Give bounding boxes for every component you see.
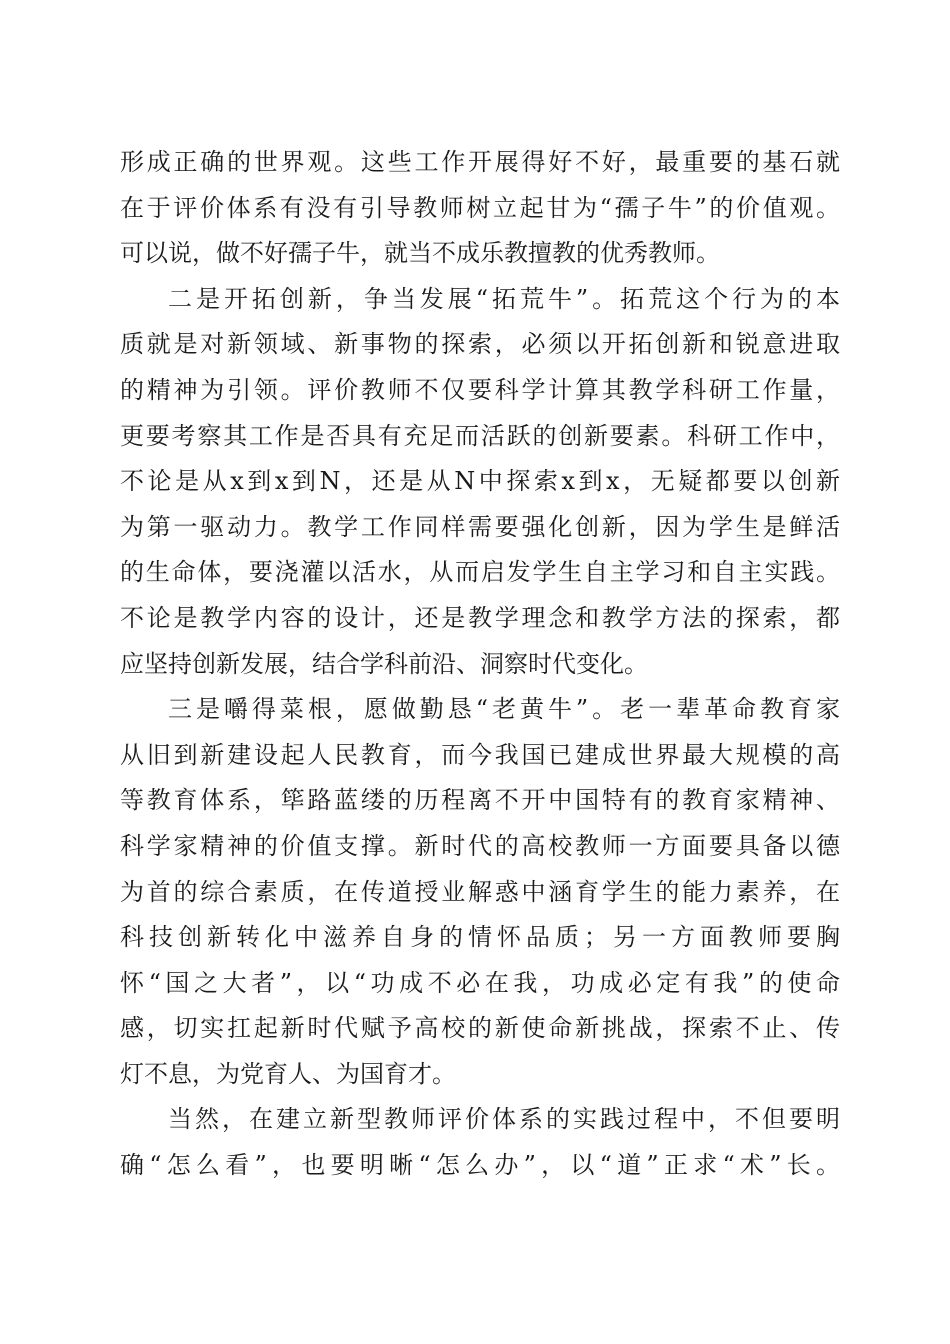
paragraph-2 [120,277,840,687]
text-line: 不论是从x到x到N，还是从N中探索x到x，无疑都要以创新 [120,467,840,496]
document-body [120,140,840,1189]
text-line: 应坚持创新发展，结合学科前沿、洞察时代变化。 [120,649,648,678]
text-line: 怀“国之大者”，以“功成不必在我，功成必定有我”的使命 [120,968,840,997]
text-line: 更要考察其工作是否具有充足而活跃的创新要素。科研工作中， [120,421,840,450]
text-line: 形成正确的世界观。这些工作开展得好不好，最重要的基石就 [120,148,840,176]
text-line: 三是嚼得菜根，愿做勤恳“老黄牛”。老一辈革命教育家 [168,695,840,724]
text-line: 质就是对新领域、新事物的探索，必须以开拓创新和锐意进取 [120,330,840,359]
paragraph-1 [120,140,840,277]
text-line: 可以说，做不好孺子牛，就当不成乐教擅教的优秀教师。 [120,239,720,268]
text-line: 的生命体，要浇灌以活水，从而启发学生自主学习和自主实践。 [120,558,840,587]
text-line: 不论是教学内容的设计，还是教学理念和教学方法的探索，都 [120,603,840,632]
paragraph-3 [120,687,840,1097]
text-line: 为首的综合素质，在传道授业解惑中涵育学生的能力素养，在 [120,877,840,906]
text-line: 从旧到新建设起人民教育，而今我国已建成世界最大规模的高 [120,740,840,769]
text-line: 确“怎么看”，也要明晰“怎么办”，以“道”正求“术”长。 [120,1151,840,1180]
text-line: 为第一驱动力。教学工作同样需要强化创新，因为学生是鲜活 [120,512,840,541]
text-line: 等教育体系，筚路蓝缕的历程离不开中国特有的教育家精神、 [120,786,840,815]
paragraph-4 [120,1097,840,1188]
text-line: 感，切实扛起新时代赋予高校的新使命新挑战，探索不止、传 [120,1014,840,1043]
text-line: 的精神为引领。评价教师不仅要科学计算其教学科研工作量， [120,375,840,404]
text-line: 灯不息，为党育人、为国育才。 [120,1059,456,1088]
text-line: 科学家精神的价值支撑。新时代的高校教师一方面要具备以德 [120,831,840,860]
text-line: 在于评价体系有没有引导教师树立起甘为“孺子牛”的价值观。 [120,193,840,222]
text-line: 二是开拓创新，争当发展“拓荒牛”。拓荒这个行为的本 [168,284,840,313]
text-line: 当然，在建立新型教师评价体系的实践过程中，不但要明 [168,1105,840,1134]
text-line: 科技创新转化中滋养自身的情怀品质；另一方面教师要胸 [120,923,840,952]
